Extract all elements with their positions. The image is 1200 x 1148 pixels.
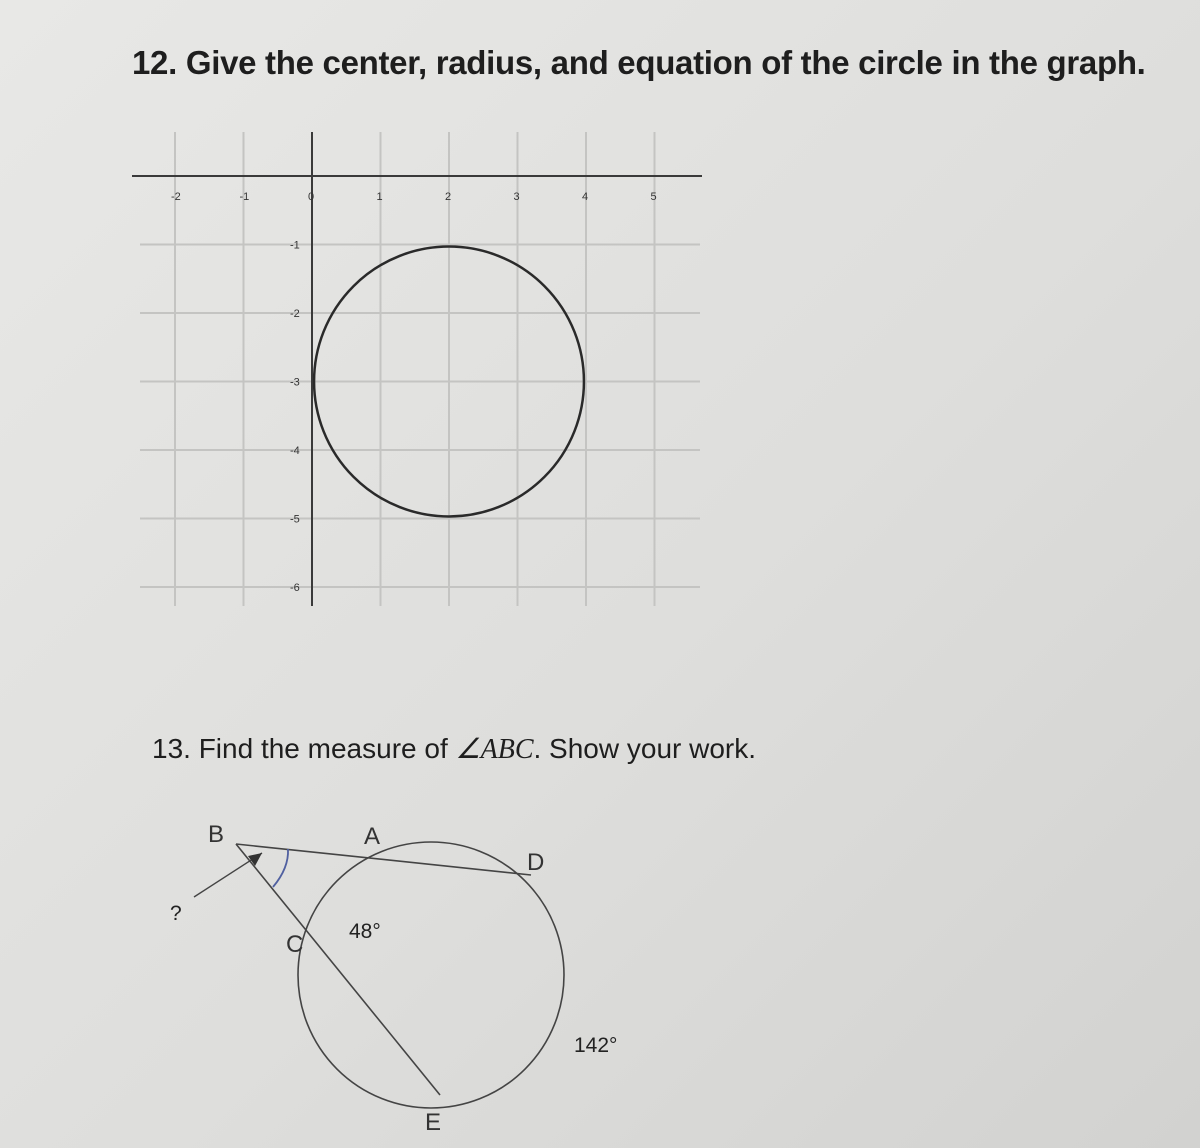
angle-diagram (170, 821, 617, 1136)
x-tick-label: 2 (445, 191, 452, 203)
unknown-angle-mark: ? (170, 902, 182, 925)
x-tick-label: 4 (582, 191, 589, 203)
x-tick-label: 3 (513, 191, 520, 203)
label-a: A (364, 823, 381, 850)
angle-abc-symbol: ∠ABC (455, 734, 534, 765)
question-13-prefix: 13. Find the measure of (152, 733, 456, 764)
arc-label-48: 48° (349, 920, 381, 943)
x-tick-label: 1 (376, 191, 383, 203)
arrow-head (248, 853, 262, 866)
secant-bc-e (236, 844, 440, 1095)
label-d: D (527, 849, 545, 876)
y-tick-label: -4 (290, 445, 300, 457)
x-tick-label: 5 (650, 191, 657, 203)
y-tick-label: -3 (290, 376, 300, 389)
x-tick-label: -2 (171, 191, 181, 203)
y-tick-label: -1 (290, 239, 300, 252)
label-b: B (208, 821, 225, 848)
y-tick-label: -6 (290, 582, 300, 594)
coordinate-grid (132, 132, 702, 606)
angle-arc-mark (273, 849, 288, 887)
label-e: E (425, 1109, 442, 1136)
y-tick-label: -5 (290, 513, 300, 526)
label-c: C (286, 931, 304, 958)
y-tick-label: -2 (290, 308, 300, 320)
arc-label-142: 142° (574, 1034, 618, 1057)
diagram-circle (298, 842, 564, 1108)
question-12-text: 12. Give the center, radius, and equation of the circle in the graph. (132, 44, 1146, 81)
x-tick-label: -1 (239, 191, 250, 203)
question-13-suffix: . Show your work. (533, 733, 757, 764)
question-13-text (152, 732, 756, 766)
x-tick-label: 0 (308, 191, 315, 203)
secant-ba-d (236, 844, 531, 875)
